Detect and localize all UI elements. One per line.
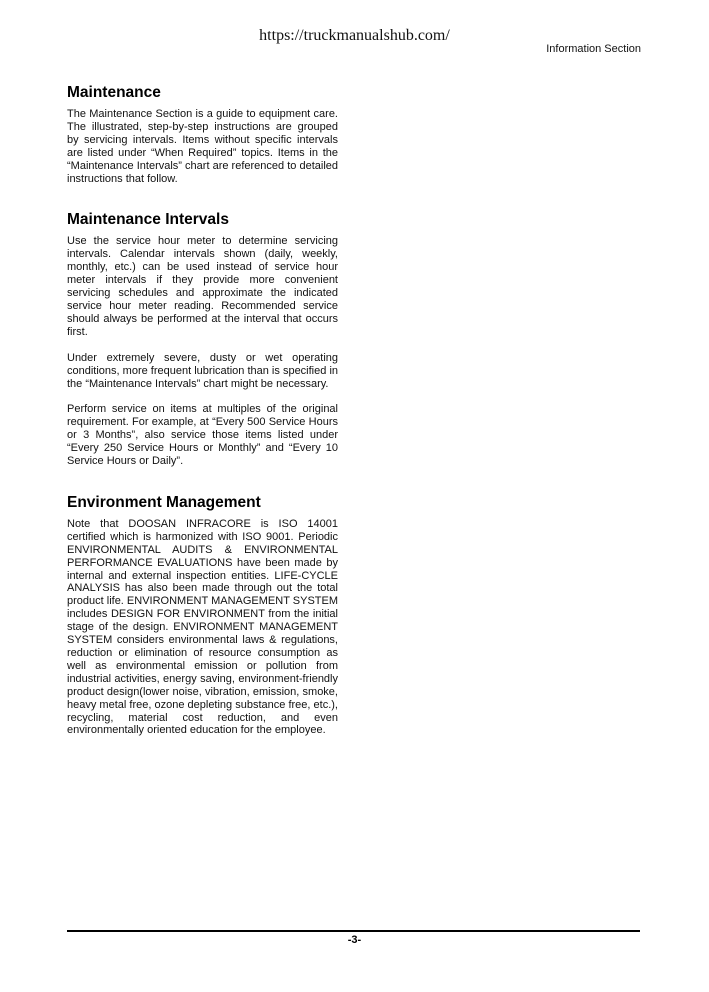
- section-heading: Environment Management: [67, 493, 261, 511]
- section-heading: Maintenance: [67, 84, 161, 101]
- text-column: [67, 84, 338, 763]
- running-header-section: Information Section: [546, 43, 641, 55]
- paragraph: Perform service on items at multiples of the original requirement. For example, at “Every 500 Service Hours or 3 Months”, also service those items listed under “Every 250 Service Hours or Monthly” and “Every 10 Service Hours or Daily”.: [67, 403, 338, 468]
- section-maintenance: [67, 84, 338, 185]
- paragraph: The Maintenance Section is a guide to equipment care. The illustrated, step-by-step instructions are grouped by servicing intervals. Items without specific intervals are listed under “When Required” topics. Items in the “Maintenance Intervals” chart are referenced to detailed instructions that follow.: [67, 108, 338, 185]
- paragraph: Use the service hour meter to determine servicing intervals. Calendar intervals shown (daily, weekly, monthly, etc.) can be used instead of service hour meter intervals if they provide more convenient servicing schedules and approximate the indicated service hour meter reading. Recommended service should always be performed at the interval that occurs first.: [67, 235, 338, 338]
- page-number: -3-: [347, 934, 362, 946]
- section-maintenance-intervals: [67, 211, 338, 468]
- paragraph: Note that DOOSAN INFRACORE is ISO 14001 certified which is harmonized with ISO 9001. Periodic ENVIRONMENTAL AUDITS & ENVIRONMENTAL PERFORMANCE EVALUATIONS have been made by internal and external inspection entities. LIFE-CYCLE ANALYSIS has also been made through out the total product life. ENVIRONMENT MANAGEMENT SYSTEM includes DESIGN FOR ENVIRONMENT from the initial stage of the design. ENVIRONMENT MANAGEMENT SYSTEM considers environmental laws & regulations, reduction or elimination of resource consumption as well as environmental emission or pollution from industrial activities, energy saving, environment-friendly product design(lower noise, vibration, emission, smoke, heavy metal free, ozone depleting substance free, etc.), recycling, material cost reduction, and even environmentally oriented education for the employee.: [67, 517, 338, 737]
- footer-divider: [67, 930, 640, 932]
- source-url: https://truckmanualshub.com/: [259, 27, 450, 44]
- section-heading: Maintenance Intervals: [67, 211, 229, 229]
- section-environment-management: [67, 494, 338, 737]
- paragraph: Under extremely severe, dusty or wet operating conditions, more frequent lubrication than is specified in the “Maintenance Intervals” chart might be necessary.: [67, 351, 338, 390]
